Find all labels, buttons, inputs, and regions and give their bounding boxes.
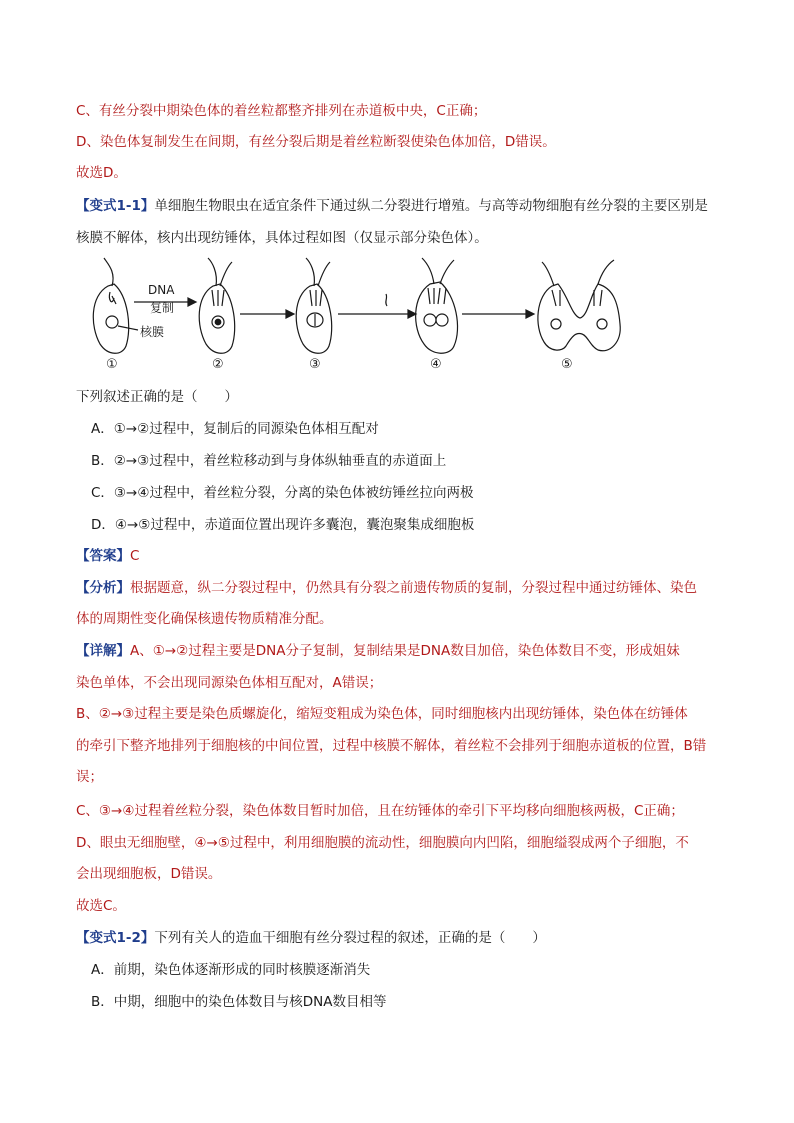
copy-label: 复制 — [150, 301, 175, 315]
variant-1-1-tag: 【变式1-1】 — [76, 198, 155, 214]
arrow-2-head — [286, 310, 294, 318]
arrow-1-head — [188, 298, 196, 306]
option-c: C．③→④过程中，着丝粒分裂，分离的染色体被纺锤丝拉向两极 — [91, 485, 474, 501]
cell-3-outline — [296, 284, 331, 353]
step-label-2: ② — [212, 357, 224, 372]
variant-1-2-tag: 【变式1-2】 — [76, 930, 155, 946]
detail-text-1: A、①→②过程主要是DNA分子复制，复制结果是DNA数目加倍，染色体数目不变，形成姐妹 — [130, 643, 680, 659]
analysis-line-2: 体的周期性变化确保核遗传物质精准分配。 — [76, 611, 333, 627]
arrow-3-tilde — [386, 294, 387, 306]
cell-3-flagella — [306, 258, 330, 286]
cell-5-nucleus-right — [597, 319, 607, 329]
option-d: D．④→⑤过程中，赤道面位置出现许多囊泡，囊泡聚集成细胞板 — [91, 517, 475, 533]
arrow-3-head — [408, 310, 416, 318]
option-b: B．②→③过程中，着丝粒移动到与身体纵轴垂直的赤道面上 — [91, 453, 447, 469]
answer-line — [76, 546, 139, 566]
dna-label: DNA — [148, 283, 175, 297]
step-label-5: ⑤ — [561, 357, 573, 372]
question-1-1-stem-cont: 核膜不解体，核内出现纺锤体，具体过程如图（仅显示部分染色体）。 — [76, 230, 488, 246]
detail-tag: 【详解】 — [76, 643, 130, 659]
text-line-choose-d: 故选D。 — [76, 165, 127, 181]
cell-3-chromosomes — [310, 290, 322, 306]
cell-2-outline — [199, 284, 234, 353]
cell-1-outline — [93, 284, 128, 353]
cell-5-chromosomes — [552, 290, 602, 306]
question-prompt: 下列叙述正确的是（ ） — [76, 389, 238, 405]
analysis-tag: 【分析】 — [76, 580, 130, 596]
cell-4-chromosomes — [428, 288, 446, 304]
cell-2-nucleus-core — [215, 319, 221, 325]
euglena-division-figure — [78, 256, 638, 374]
answer-value: C — [130, 548, 140, 564]
arrow-4-head — [526, 310, 534, 318]
cell-1-nucleus — [106, 316, 118, 328]
text-line-d-conclusion: D、染色体复制发生在间期，有丝分裂后期是着丝粒断裂使染色体加倍，D错误。 — [76, 134, 556, 150]
cell-5-flagella — [542, 260, 614, 286]
text-line-c-conclusion: C、有丝分裂中期染色体的着丝粒都整齐排列在赤道板中央，C正确； — [76, 103, 487, 119]
detail-line-2: 染色单体，不会出现同源染色体相互配对，A错误； — [76, 675, 383, 691]
cell-1-eyespot — [109, 292, 116, 304]
cell-5-nucleus-left — [551, 319, 561, 329]
cell-4-nucleus-left — [424, 314, 436, 326]
detail-line-4: 的牵引下整齐地排列于细胞核的中间位置，过程中核膜不解体，着丝粒不会排列于细胞赤道板的位置，B错 — [76, 738, 707, 754]
nucleus-membrane-label: 核膜 — [140, 325, 165, 339]
step-label-4: ④ — [430, 357, 442, 372]
detail-line-3: B、②→③过程主要是染色质螺旋化，缩短变粗成为染色体，同时细胞核内出现纺锤体，染色体在纺锤体 — [76, 706, 688, 722]
detail-line-7: D、眼虫无细胞壁，④→⑤过程中，利用细胞膜的流动性，细胞膜向内凹陷，细胞缢裂成两个子细胞，不 — [76, 835, 689, 851]
step-label-1: ① — [106, 357, 118, 372]
question-1-2-stem — [76, 928, 546, 948]
cell-2-flagella — [208, 258, 232, 286]
step-label-3: ③ — [309, 357, 321, 372]
choose-c-line: 故选C。 — [76, 898, 126, 914]
answer-tag: 【答案】 — [76, 548, 130, 564]
option-a: A．①→②过程中，复制后的同源染色体相互配对 — [91, 421, 379, 437]
question-1-1-stem — [76, 196, 708, 216]
detail-line-6: C、③→④过程着丝粒分裂，染色体数目暂时加倍，且在纺锤体的牵引下平均移向细胞核两极，C正确； — [76, 803, 684, 819]
cell-4-nucleus-right — [436, 314, 448, 326]
question-1-1-text: 单细胞生物眼虫在适宜条件下通过纵二分裂进行增殖。与高等动物细胞有丝分裂的主要区别是 — [154, 198, 708, 214]
detail-line-8: 会出现细胞板，D错误。 — [76, 866, 222, 882]
option-1-2-b: B．中期，细胞中的染色体数目与核DNA数目相等 — [91, 994, 387, 1010]
option-1-2-a: A．前期，染色体逐渐形成的同时核膜逐渐消失 — [91, 962, 371, 978]
cell-4-flagella — [422, 258, 454, 284]
cell-5-outline — [538, 284, 620, 351]
detail-line-1 — [76, 641, 680, 661]
detail-line-5: 误； — [76, 769, 103, 785]
analysis-text-1: 根据题意，纵二分裂过程中，仍然具有分裂之前遗传物质的复制，分裂过程中通过纺锤体、染色 — [130, 580, 697, 596]
nucleus-pointer — [118, 326, 138, 330]
analysis-line-1 — [76, 578, 697, 598]
cell-1-flagellum — [104, 258, 113, 286]
question-1-2-text: 下列有关人的造血干细胞有丝分裂过程的叙述，正确的是（ ） — [154, 930, 546, 946]
cell-2-chromosomes — [212, 290, 224, 306]
